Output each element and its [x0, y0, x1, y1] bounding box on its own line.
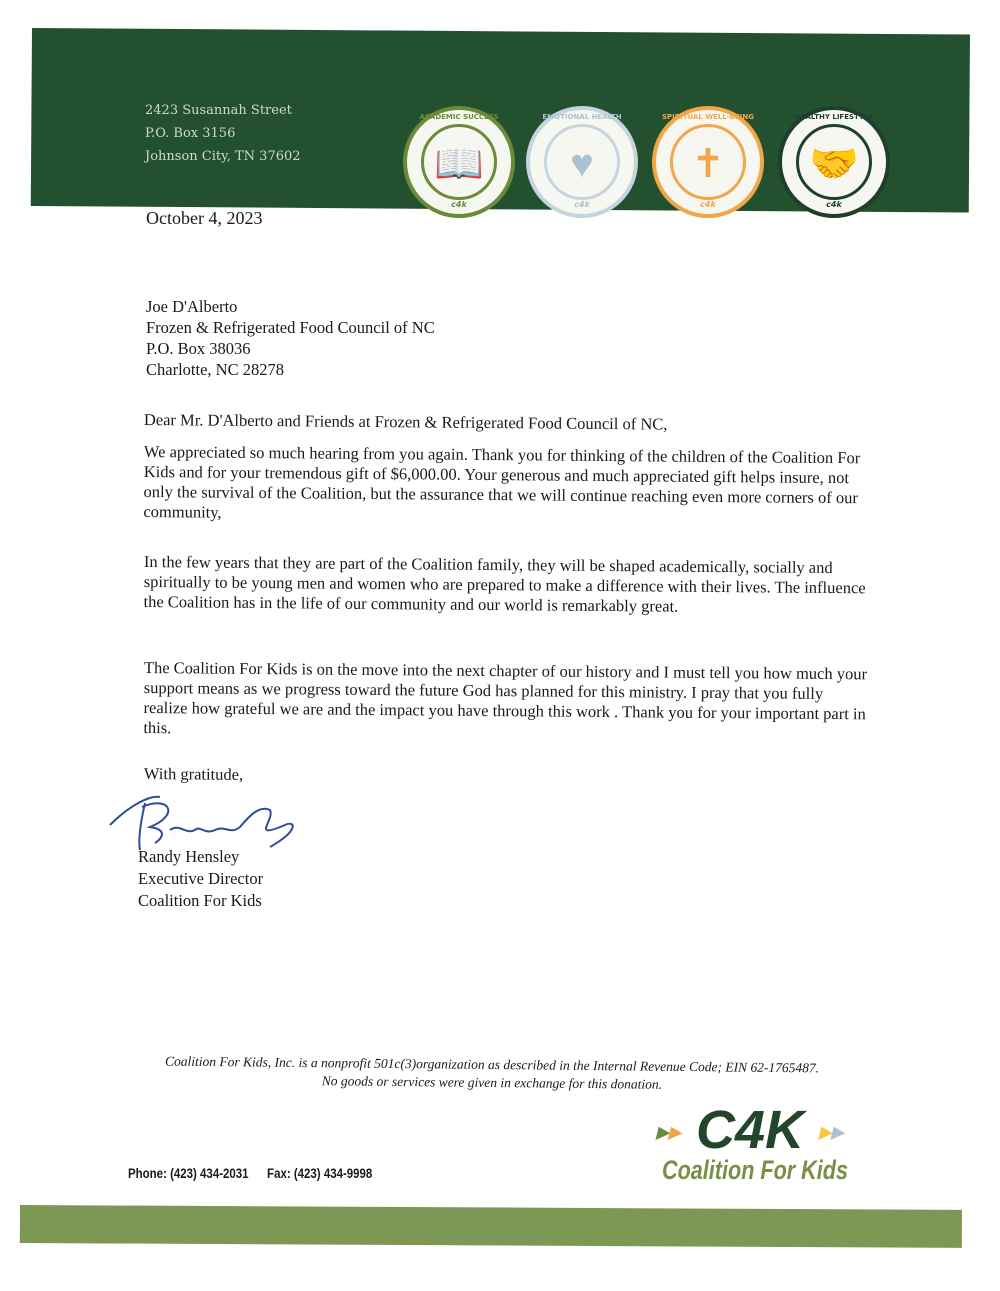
- tax-disclaimer: [112, 1052, 872, 1096]
- signer-name: Randy Hensley: [138, 847, 240, 866]
- phone-number: Phone: (423) 434-2031: [128, 1166, 249, 1181]
- logo-name: Coalition For Kids: [662, 1155, 848, 1185]
- badge-emotional-health: [526, 106, 638, 218]
- arrow-icon: ▶: [668, 1124, 681, 1142]
- recipient-line: P.O. Box 38036: [146, 339, 251, 358]
- badge-mark: c4k: [826, 200, 842, 209]
- fax-number: Fax: (423) 434-9998: [267, 1166, 373, 1181]
- badge-academic-success: [403, 106, 515, 218]
- contact-info: [128, 1166, 388, 1181]
- recipient-line: Frozen & Refrigerated Food Council of NC: [146, 318, 435, 337]
- recipient-line: Joe D'Alberto: [146, 297, 238, 316]
- paragraph: We appreciated so much hearing from you again. Thank you for thinking of the children of the Coalition For Kids and for your tremendous gift of $6,000.00. Your generous and much appreciated gift helps insure, not only the survival of the Coalition, but the assurance that we will continue reaching even more corners of our community,: [143, 442, 861, 522]
- heart-icon: ♥: [570, 141, 594, 186]
- handshake-icon: 🤝: [809, 141, 859, 186]
- arrow-icon: ▶: [656, 1124, 669, 1142]
- arrow-icon: ▶: [831, 1124, 844, 1142]
- disclaimer-line: Coalition For Kids, Inc. is a nonprofit 501c(3)organization as described in the Internal Revenue Code; EIN 62-1765487.: [165, 1053, 820, 1076]
- signer-block: [138, 846, 263, 912]
- paragraph: The Coalition For Kids is on the move into the next chapter of our history and I must tell you how much your support means as we progress toward the future God has planned for this ministry. I pray that you fully realize how grateful we are and the impact you have through this work . Thank you for your important part in this.: [143, 658, 868, 738]
- recipient-line: Charlotte, NC 28278: [146, 360, 284, 379]
- disclaimer-line: No goods or services were given in exchange for this donation.: [321, 1073, 663, 1092]
- footer-bar: [20, 1205, 962, 1248]
- badge-mark: c4k: [574, 200, 590, 209]
- salutation: Dear Mr. D'Alberto and Friends at Frozen & Refrigerated Food Council of NC,: [143, 410, 668, 434]
- badge-mark: c4k: [700, 200, 716, 209]
- signer-org: Coalition For Kids: [138, 891, 262, 910]
- badge-label: HEALTHY LIFESTYLE: [794, 113, 874, 121]
- cross-icon: ✝: [691, 141, 725, 186]
- org-address: [145, 99, 301, 168]
- c4k-logo: [640, 1100, 860, 1185]
- closing: With gratitude,: [143, 764, 244, 784]
- address-line: 2423 Susannah Street: [145, 103, 292, 118]
- paragraph: In the few years that they are part of the Coalition family, they will be shaped academically, socially and spiritually to be young men and women who are prepared to make a difference with their lives. The influence the Coalition has in the life of our community and our world is remarkably great.: [143, 552, 866, 616]
- arrow-icon: ▶: [819, 1124, 832, 1142]
- book-icon: 📖: [434, 141, 484, 186]
- badge-spiritual-well-being: [652, 106, 764, 218]
- badge-label: SPIRITUAL WELL-BEING: [662, 113, 754, 121]
- recipient-address: [146, 296, 435, 380]
- logo-mark: C4K: [695, 1100, 805, 1160]
- signer-title: Executive Director: [138, 869, 264, 888]
- badge-label: EMOTIONAL HEALTH: [542, 113, 622, 121]
- address-line: P.O. Box 3156: [145, 126, 236, 141]
- badge-label: ACADEMIC SUCCESS: [419, 113, 499, 121]
- badge-healthy-lifestyle: [778, 106, 890, 218]
- letter-date: October 4, 2023: [146, 208, 263, 228]
- badge-mark: c4k: [451, 200, 467, 209]
- address-line: Johnson City, TN 37602: [145, 149, 301, 164]
